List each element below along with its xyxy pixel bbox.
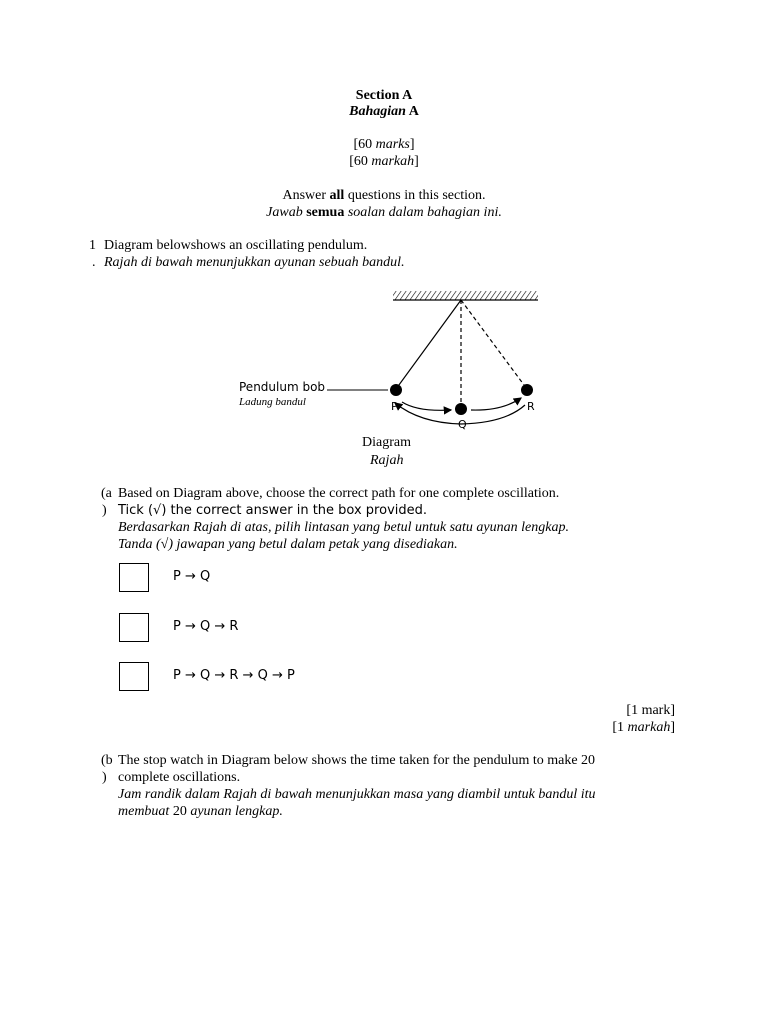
- diagram-caption-ms: Rajah: [370, 453, 404, 468]
- marks-en: [60 marks]: [353, 137, 415, 152]
- instruction-ms: Jawab semua soalan dalam bahagian ini.: [266, 205, 502, 220]
- mark-en: [1 mark]: [626, 703, 675, 718]
- bob-label-ms: Ladung bandul: [239, 396, 306, 408]
- section-title-ms: Bahagian A: [349, 104, 419, 119]
- question-intro-ms: Rajah di bawah menunjukkan ayunan sebuah bandul.: [104, 255, 405, 270]
- part-b-text-en-2: complete oscillations.: [118, 770, 241, 785]
- pendulum-diagram: [230, 285, 550, 435]
- part-a-label: (a: [101, 486, 112, 501]
- arrow-p-to-q: [402, 402, 451, 410]
- part-a-text-ms-1: Berdasarkan Rajah di atas, pilih lintasan yang betul untuk satu ayunan lengkap.: [118, 520, 569, 535]
- part-b-label-close: ): [102, 770, 107, 785]
- question-number: 1: [89, 238, 96, 253]
- question-intro-en: Diagram belowshows an oscillating pendulum.: [104, 238, 368, 253]
- dashed-string-r: [461, 300, 527, 389]
- ceiling-hatch: [393, 291, 538, 300]
- question-number-dot: .: [92, 255, 96, 270]
- marks-ms: [60 markah]: [349, 154, 419, 169]
- part-a-label-close: ): [102, 503, 107, 518]
- answer-checkbox-2[interactable]: [119, 613, 149, 642]
- part-b-text-ms-2: membuat 20 ayunan lengkap.: [118, 804, 283, 819]
- part-a-text-en-1: Based on Diagram above, choose the correct path for one complete oscillation.: [118, 486, 560, 501]
- part-b-text-ms-1: Jam randik dalam Rajah di bawah menunjukkan masa yang diambil untuk bandul itu: [118, 787, 596, 802]
- option-1-label: P → Q: [173, 569, 211, 584]
- point-label-q: Q: [458, 418, 467, 431]
- part-a-text-ms-2: Tanda (√) jawapan yang betul dalam petak yang disediakan.: [118, 537, 458, 552]
- section-title: Section A: [355, 88, 413, 103]
- pendulum-string: [396, 300, 461, 389]
- diagram-caption-en: Diagram: [362, 435, 411, 450]
- option-2-label: P → Q → R: [173, 619, 239, 634]
- bob-label-en: Pendulum bob: [239, 380, 326, 394]
- point-label-p: P: [391, 400, 398, 413]
- answer-checkbox-3[interactable]: [119, 662, 149, 691]
- answer-checkbox-1[interactable]: [119, 563, 149, 592]
- arrow-q-to-r: [471, 398, 521, 410]
- instruction-en: Answer all questions in this section.: [282, 188, 486, 203]
- mark-ms: [1 markah]: [612, 720, 675, 735]
- point-label-r: R: [527, 400, 535, 413]
- option-3-label: P → Q → R → Q → P: [173, 668, 295, 683]
- part-a-text-en-2: Tick (√) the correct answer in the box provided.: [118, 503, 428, 518]
- bob-p: [390, 384, 402, 396]
- bob-r: [521, 384, 533, 396]
- part-b-label: (b: [101, 753, 113, 768]
- bob-q: [455, 403, 467, 415]
- part-b-text-en-1: The stop watch in Diagram below shows the time taken for the pendulum to make 20: [118, 753, 596, 768]
